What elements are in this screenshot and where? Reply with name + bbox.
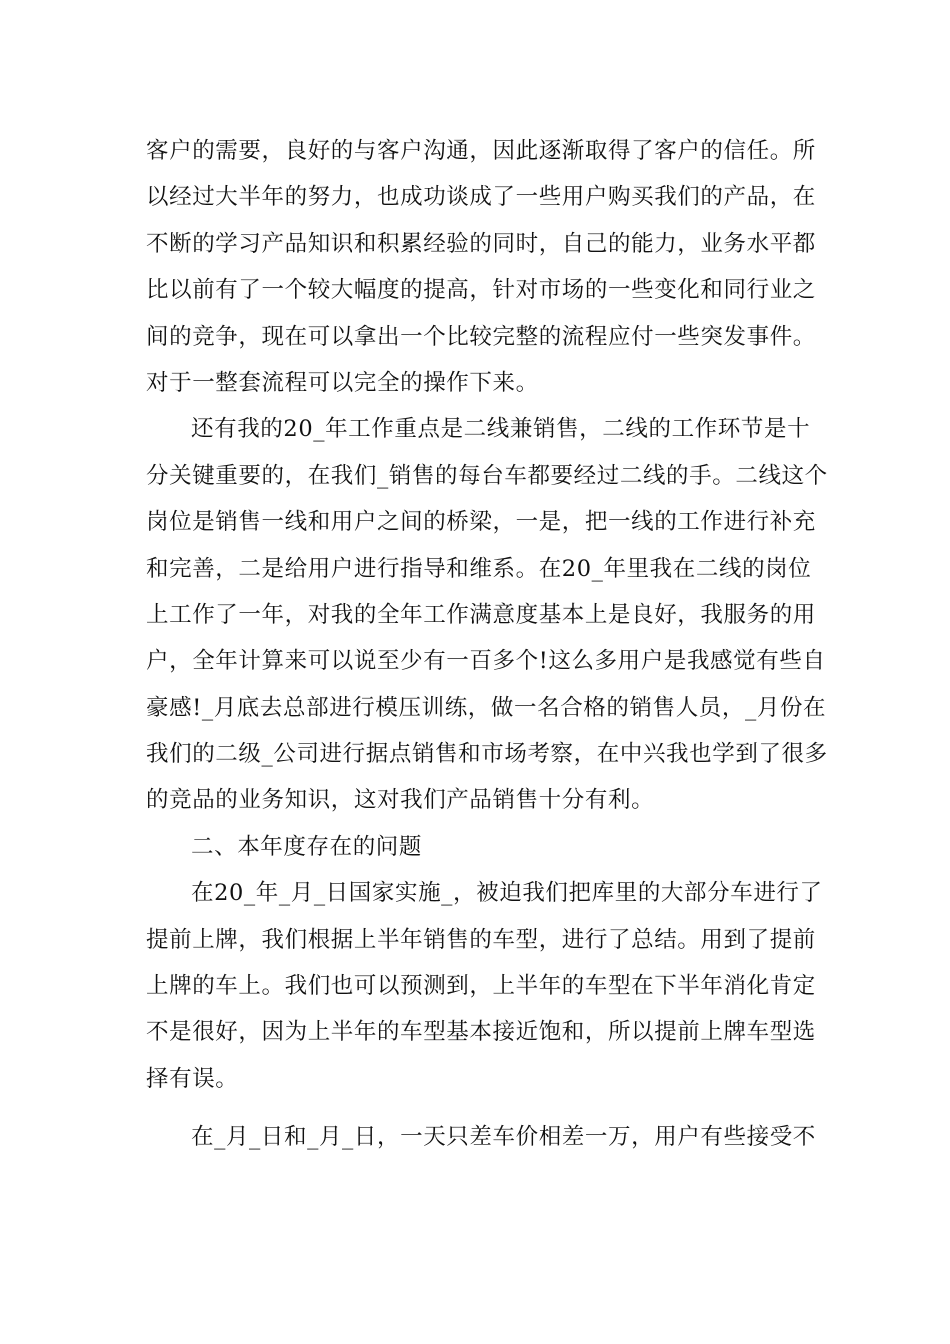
text-line: 不断的学习产品知识和积累经验的同时，自己的能力，业务水平都: [146, 230, 816, 257]
text-line: 的竞品的业务知识，这对我们产品销售十分有利。: [146, 787, 655, 814]
text-line: 户，全年计算来可以说至少有一百多个!这么多用户是我感觉有些自: [146, 648, 826, 675]
text-line: 上牌的车上。我们也可以预测到，上半年的车型在下半年消化肯定: [146, 973, 816, 1000]
text-line: 和完善，二是给用户进行指导和维系。在20_年里我在二线的岗位: [146, 555, 812, 582]
text-line: 客户的需要，良好的与客户沟通，因此逐渐取得了客户的信任。所: [146, 138, 816, 164]
document-body: [146, 128, 828, 1161]
text-line: 我们的二级_公司进行据点销售和市场考察，在中兴我也学到了很多: [146, 741, 828, 768]
blank-line: [146, 1102, 806, 1114]
text-line: 不是很好，因为上半年的车型基本接近饱和，所以提前上牌车型选: [146, 1019, 816, 1046]
text-line: 岗位是销售一线和用户之间的桥梁，一是，把一线的工作进行补充: [146, 509, 816, 536]
text-line: 间的竞争，现在可以拿出一个比较完整的流程应付一些突发事件。: [146, 323, 816, 350]
text-line: 分关键重要的，在我们_销售的每台车都要经过二线的手。二线这个: [146, 462, 828, 489]
paragraph-first-line: 在_月_日和_月_日，一天只差车价相差一万，用户有些接受不: [191, 1124, 816, 1151]
paragraph-first-line: 在20_年_月_日国家实施_，被迫我们把库里的大部分车进行了: [191, 880, 823, 907]
text-line: 对于一整套流程可以完全的操作下来。: [146, 369, 539, 396]
section-heading: 二、本年度存在的问题: [191, 833, 423, 860]
paragraph-first-line: 还有我的20_年工作重点是二线兼销售，二线的工作环节是十: [191, 416, 811, 443]
text-line: 比以前有了一个较大幅度的提高，针对市场的一些变化和同行业之: [146, 277, 816, 304]
text-line: 择有误。: [146, 1065, 239, 1092]
text-line: 上工作了一年，对我的全年工作满意度基本上是良好，我服务的用: [146, 601, 816, 628]
text-line: 提前上牌，我们根据上半年销售的车型，进行了总结。用到了提前: [146, 926, 816, 953]
text-line: 豪感!_月底去总部进行模压训练，做一名合格的销售人员，_月份在: [146, 694, 827, 721]
text-line: 以经过大半年的努力，也成功谈成了一些用户购买我们的产品，在: [146, 184, 816, 211]
